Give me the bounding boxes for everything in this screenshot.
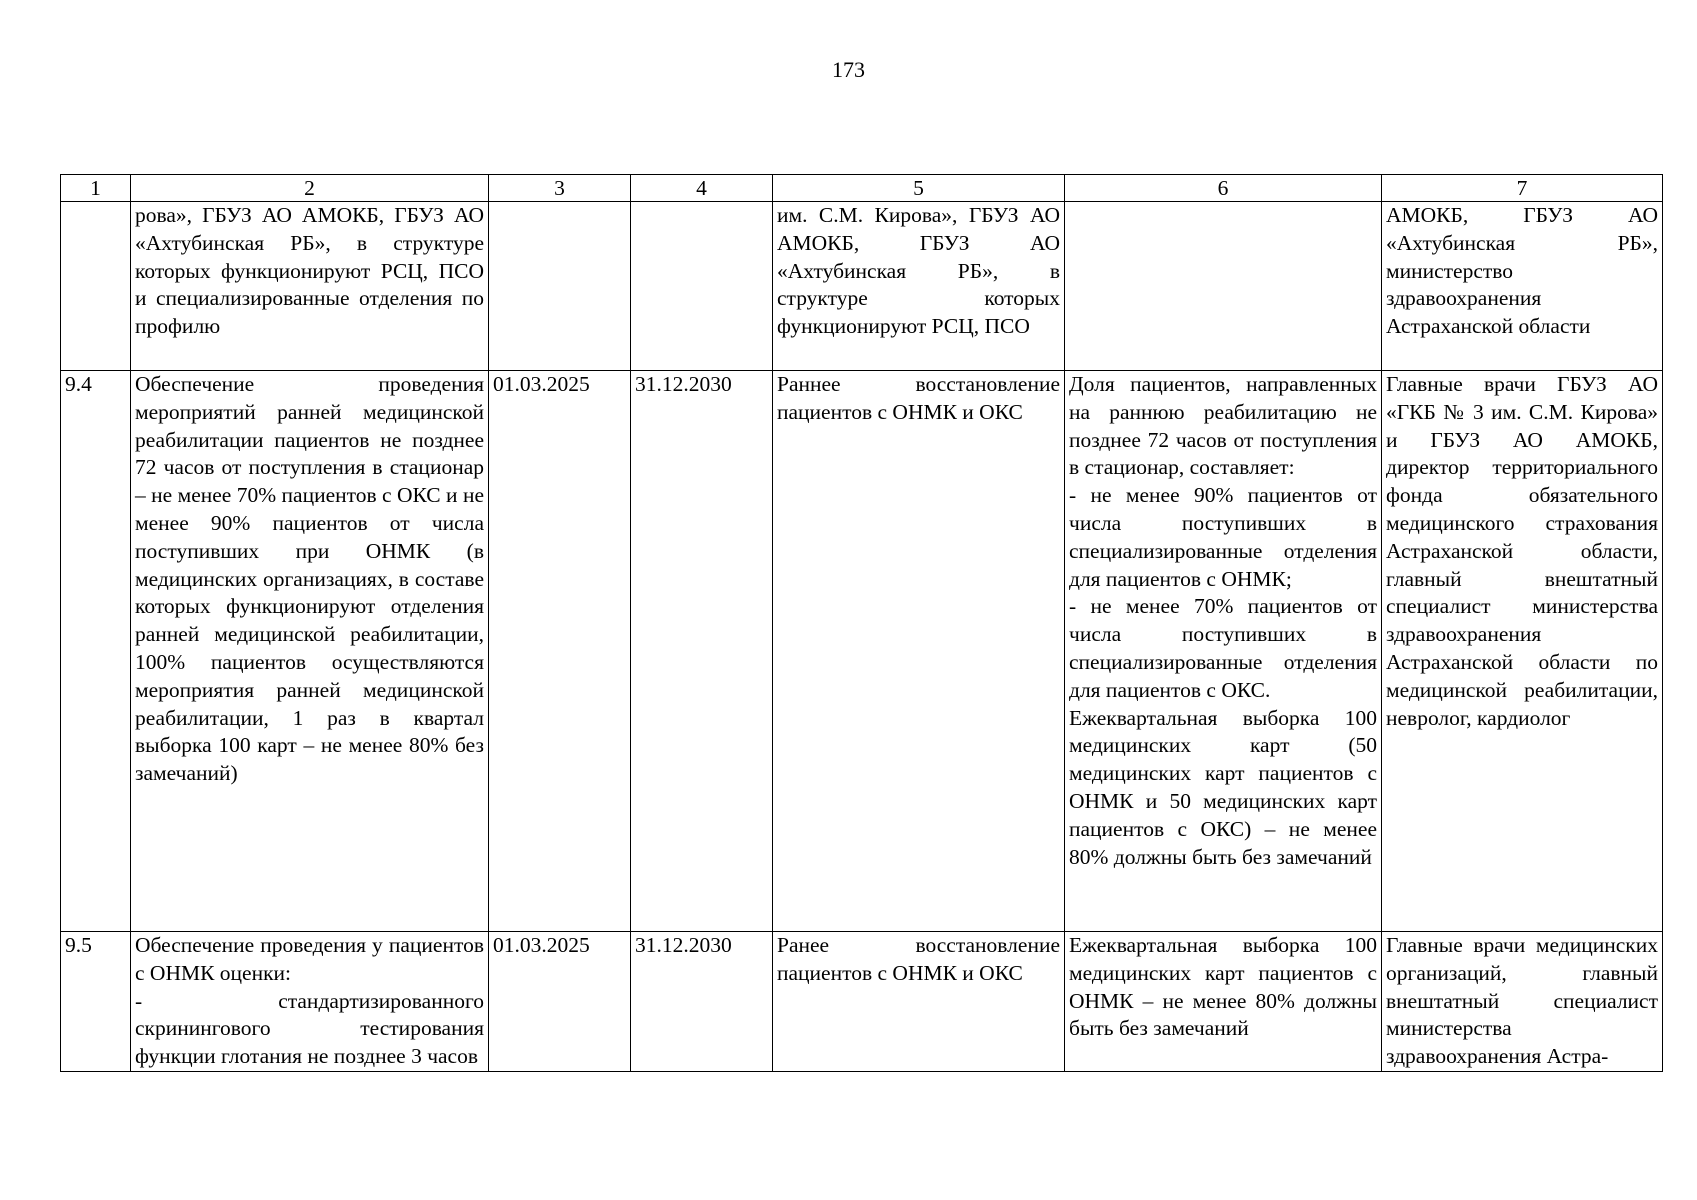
result-cell: Ранее восстановление пациентов с ОНМК и ОКС	[773, 932, 1065, 1072]
end-date-cell: 31.12.2030	[631, 371, 773, 932]
start-date-cell: 01.03.2025	[489, 371, 631, 932]
item-number	[61, 202, 131, 371]
table-row	[61, 202, 1663, 371]
column-header: 4	[631, 175, 773, 202]
page-number: 173	[832, 57, 865, 82]
result-cell: Раннее восстановление пациентов с ОНМК и ОКС	[773, 371, 1065, 932]
responsible-cell: Главные врачи медицинских организаций, главный внештатный специалист министерства здравоохранения Астра-	[1382, 932, 1663, 1072]
item-number: 9.4	[61, 371, 131, 932]
measures-table	[60, 174, 1663, 1072]
column-header: 2	[131, 175, 489, 202]
column-header: 6	[1065, 175, 1382, 202]
column-header: 3	[489, 175, 631, 202]
table-row	[61, 932, 1663, 1072]
column-header: 5	[773, 175, 1065, 202]
indicator-cell	[1065, 202, 1382, 371]
end-date-cell: 31.12.2030	[631, 932, 773, 1072]
start-date-cell	[489, 202, 631, 371]
start-date-cell: 01.03.2025	[489, 932, 631, 1072]
end-date-cell	[631, 202, 773, 371]
activity-cell: рова», ГБУЗ АО АМОКБ, ГБУЗ АО «Ахтубинская РБ», в структуре которых функционируют РСЦ, ПСО и специализированные отделения по профилю	[131, 202, 489, 371]
result-cell: им. С.М. Кирова», ГБУЗ АО АМОКБ, ГБУЗ АО «Ахтубинская РБ», в структуре которых функционируют РСЦ, ПСО	[773, 202, 1065, 371]
table-header-row	[61, 175, 1663, 202]
activity-cell: Обеспечение проведения мероприятий ранней медицинской реабилитации пациентов не позднее 72 часов от поступления в стационар – не менее 70% пациентов с ОКС и не менее 90% пациентов от числа поступивших при ОНМК (в медицинских организациях, в составе которых функционируют отделения ранней медицинской реабилитации, 100% пациентов осуществляются мероприятия ранней медицинской реабилитации, 1 раз в квартал выборка 100 карт – не менее 80% без замечаний)	[131, 371, 489, 932]
activity-cell: Обеспечение проведения у пациентов с ОНМК оценки: - стандартизированного скринингового тестирования функции глотания не позднее 3 часов	[131, 932, 489, 1072]
column-header: 1	[61, 175, 131, 202]
table-row	[61, 371, 1663, 932]
responsible-cell: АМОКБ, ГБУЗ АО «Ахтубинская РБ», министерство здравоохранения Астраханской области	[1382, 202, 1663, 371]
column-header: 7	[1382, 175, 1663, 202]
indicator-cell: Доля пациентов, направленных на раннюю реабилитацию не позднее 72 часов от поступления в стационар, составляет: - не менее 90% пациентов от числа поступивших в специализированные отделения для пациентов с ОНМК; - не менее 70% пациентов от числа поступивших в специализированные отделения для пациентов с ОКС. Ежеквартальная выборка 100 медицинских карт (50 медицинских карт пациентов с ОНМК и 50 медицинских карт пациентов с ОКС) – не менее 80% должны быть без замечаний	[1065, 371, 1382, 932]
item-number: 9.5	[61, 932, 131, 1072]
responsible-cell: Главные врачи ГБУЗ АО «ГКБ № 3 им. С.М. Кирова» и ГБУЗ АО АМОКБ, директор территориального фонда обязательного медицинского страхования Астраханской области, главный внештатный специалист министерства здравоохранения Астраханской области по медицинской реабилитации, невролог, кардиолог	[1382, 371, 1663, 932]
indicator-cell: Ежеквартальная выборка 100 медицинских карт пациентов с ОНМК – не менее 80% должны быть без замечаний	[1065, 932, 1382, 1072]
